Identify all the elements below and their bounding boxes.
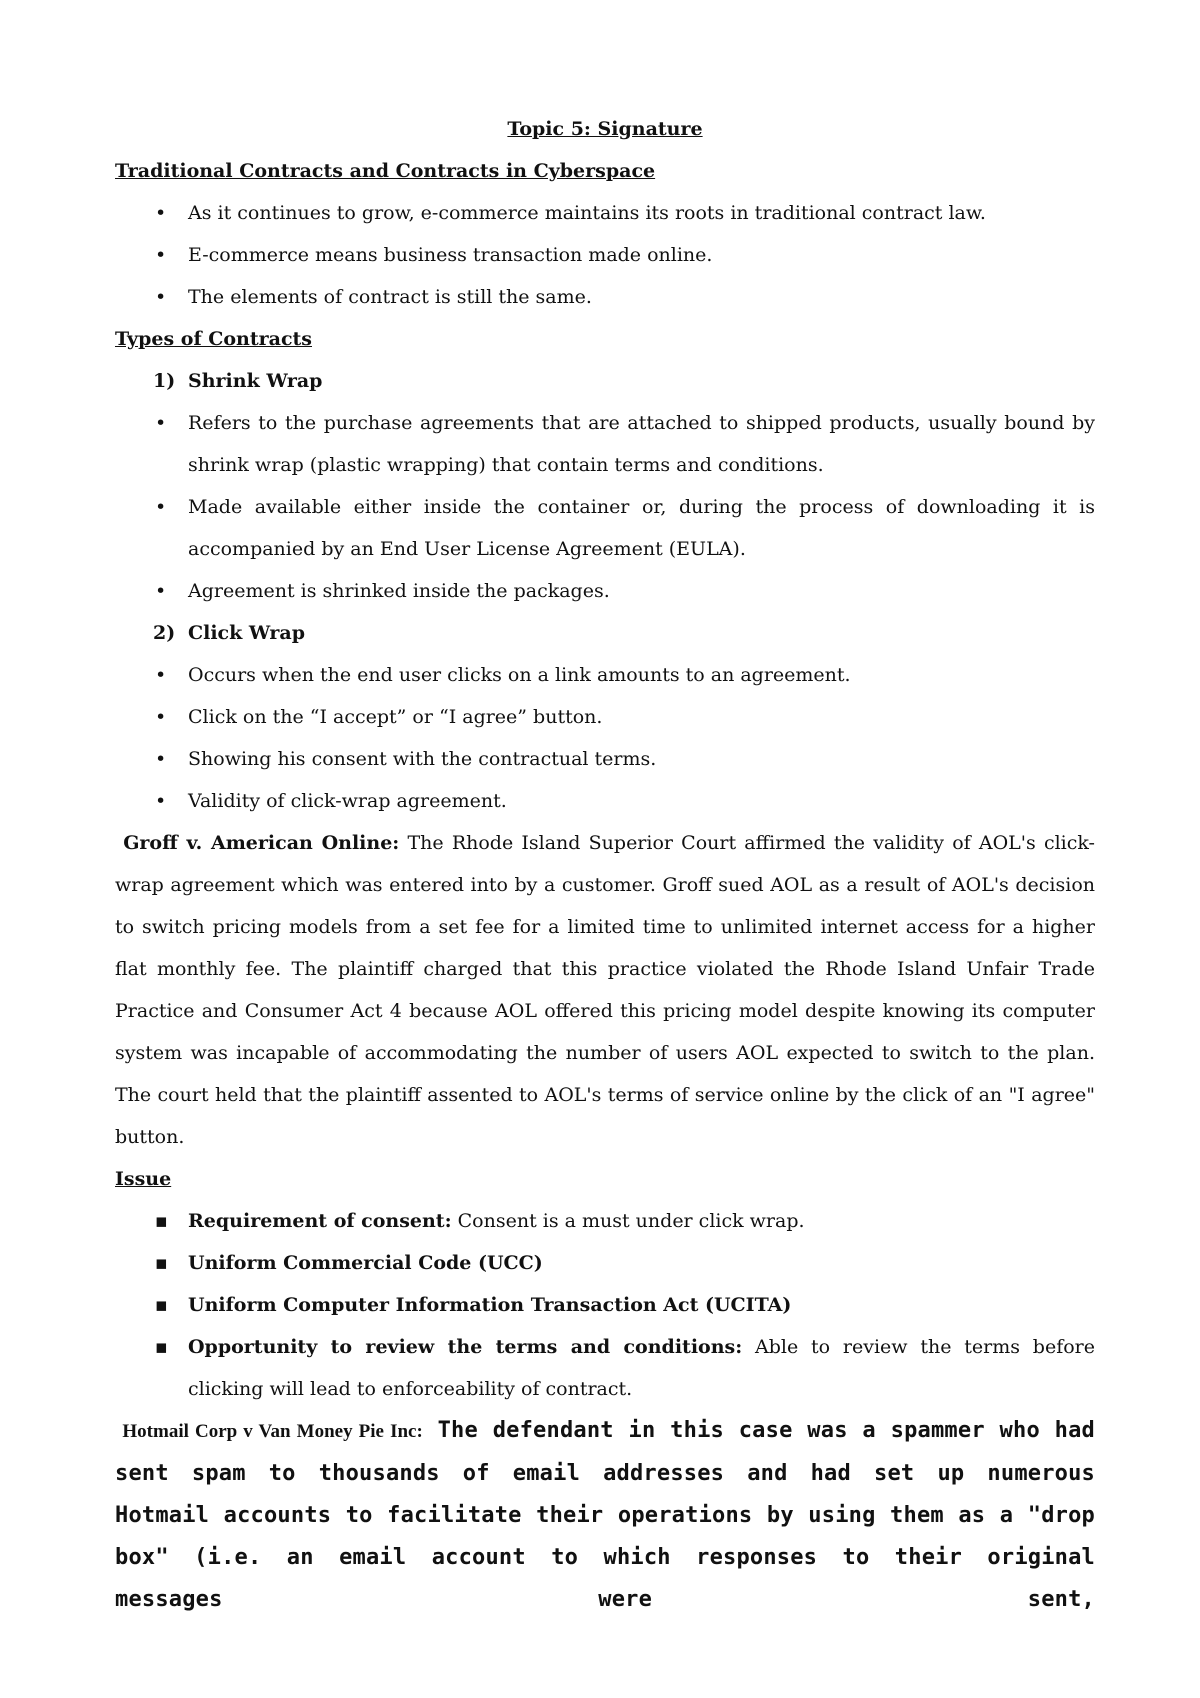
numbered-heading-label: Click Wrap xyxy=(188,622,305,644)
shrink-wrap-bullets xyxy=(115,402,1095,612)
list-item xyxy=(115,192,1095,234)
page-title: Topic 5: Signature xyxy=(507,118,703,140)
list-item xyxy=(115,402,1095,486)
click-wrap-bullets xyxy=(115,654,1095,822)
square-bullet-icon: ▪ xyxy=(155,1252,168,1274)
numbered-heading-click-wrap xyxy=(115,612,1095,654)
list-number: 2) xyxy=(153,622,176,644)
list-item xyxy=(115,276,1095,318)
bullet-icon: • xyxy=(155,412,167,434)
bullet-icon: • xyxy=(155,244,167,266)
issue-label: Requirement of consent: xyxy=(188,1210,452,1232)
hotmail-case-text: The defendant in this case was a spammer who had sent spam to thousands of email addresses and had set up numerous Hotmail accounts to facilitate their operations by using them as a "drop box" (i.e. an email account to which responses to their original messages were sent, xyxy=(115,1418,1096,1612)
bullet-icon: • xyxy=(155,202,167,224)
numbered-heading-shrink-wrap xyxy=(115,360,1095,402)
section-heading-issue: Issue xyxy=(115,1168,172,1190)
issue-label: Opportunity to review the terms and conditions: xyxy=(188,1336,743,1358)
section-heading-types: Types of Contracts xyxy=(115,328,312,350)
square-bullet-icon: ▪ xyxy=(155,1210,168,1232)
list-item-text: Refers to the purchase agreements that are attached to shipped products, usually bound by shrink wrap (plastic wrapping) that contain terms and conditions. xyxy=(188,412,1095,476)
bullet-icon: • xyxy=(155,706,167,728)
list-item xyxy=(115,696,1095,738)
issue-label: Uniform Computer Information Transaction Act (UCITA) xyxy=(188,1294,792,1316)
square-bullet-icon: ▪ xyxy=(155,1294,168,1316)
list-item-text: The elements of contract is still the same. xyxy=(188,286,592,308)
square-bullet-icon: ▪ xyxy=(155,1336,168,1358)
list-item-text: Agreement is shrinked inside the packages. xyxy=(188,580,610,602)
bullet-icon: • xyxy=(155,286,167,308)
list-item xyxy=(115,1242,1095,1284)
list-item xyxy=(115,780,1095,822)
list-item xyxy=(115,1326,1095,1410)
document-body xyxy=(115,108,1095,1621)
list-item xyxy=(115,1284,1095,1326)
list-item-text: Occurs when the end user clicks on a link amounts to an agreement. xyxy=(188,664,851,686)
list-item-text: Showing his consent with the contractual terms. xyxy=(188,748,657,770)
list-item xyxy=(115,234,1095,276)
list-item-text: E-commerce means business transaction made online. xyxy=(188,244,713,266)
list-item-text: Validity of click-wrap agreement. xyxy=(188,790,507,812)
list-item xyxy=(115,570,1095,612)
list-item xyxy=(115,654,1095,696)
section-heading-traditional: Traditional Contracts and Contracts in Cyberspace xyxy=(115,160,656,182)
list-item xyxy=(115,486,1095,570)
bullet-icon: • xyxy=(155,790,167,812)
bullet-icon: • xyxy=(155,664,167,686)
case-name-hotmail: Hotmail Corp v Van Money Pie Inc: xyxy=(122,1421,423,1442)
issue-label: Uniform Commercial Code (UCC) xyxy=(188,1252,543,1274)
list-item xyxy=(115,1200,1095,1242)
list-item-text: Click on the “I accept” or “I agree” button. xyxy=(188,706,603,728)
issue-text: Able to review the terms before clicking will lead to enforceability of contract. xyxy=(188,1336,1095,1400)
list-item-text: As it continues to grow, e-commerce maintains its roots in traditional contract law. xyxy=(188,202,986,224)
bullet-icon: • xyxy=(155,748,167,770)
issue-text: Consent is a must under click wrap. xyxy=(451,1210,805,1232)
issue-bullets xyxy=(115,1200,1095,1410)
bullet-icon: • xyxy=(155,496,167,518)
traditional-bullets xyxy=(115,192,1095,318)
groff-case-text: The Rhode Island Superior Court affirmed the validity of AOL's click-wrap agreement which was entered into by a customer. Groff sued AOL as a result of AOL's decision to switch pricing models from a set fee for a limited time to unlimited internet access for a higher flat monthly fee. The plaintiff charged that this practice violated the Rhode Island Unfair Trade Practice and Consumer Act 4 because AOL offered this pricing model despite knowing its computer system was incapable of accommodating the number of users AOL expected to switch to the plan. The court held that the plaintiff assented to AOL's terms of service online by the click of an "I agree" button. xyxy=(115,832,1095,1148)
numbered-heading-label: Shrink Wrap xyxy=(188,370,323,392)
list-item xyxy=(115,738,1095,780)
list-number: 1) xyxy=(153,370,176,392)
case-name-groff: Groff v. American Online: xyxy=(123,832,400,854)
bullet-icon: • xyxy=(155,580,167,602)
hotmail-case-paragraph xyxy=(115,1410,1095,1621)
groff-case-paragraph xyxy=(115,822,1095,1158)
list-item-text: Made available either inside the container or, during the process of downloading it is accompanied by an End User License Agreement (EULA). xyxy=(188,496,1095,560)
